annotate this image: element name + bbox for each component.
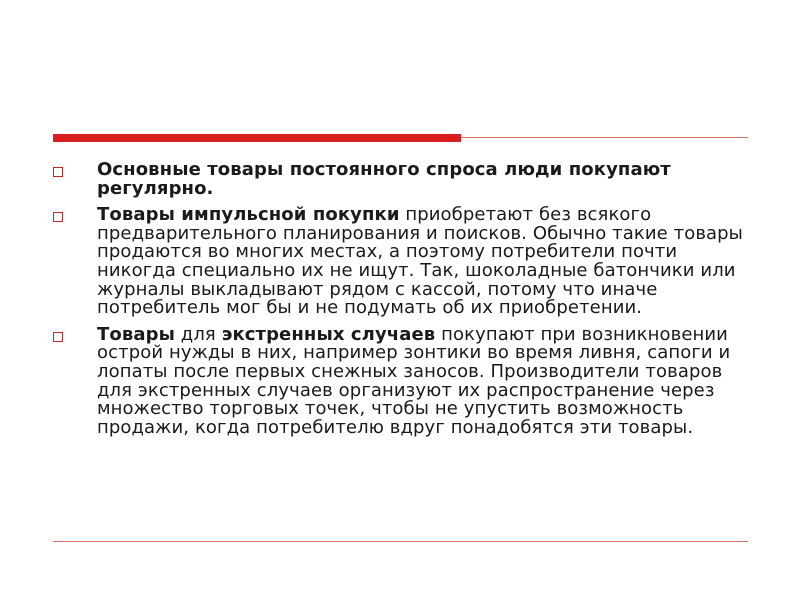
- bullet-text-2: [97, 206, 747, 318]
- top-accent-bar: [53, 134, 461, 142]
- square-bullet-icon: [53, 332, 63, 342]
- bold-text: Товары импульсной покупки: [97, 204, 400, 226]
- bullet-text-3: [97, 323, 747, 438]
- body-text: покупают при возникновении острой нужды в них, например зонтики во время ливня, сапоги и лопаты после первых снежных заносов. Производители товаров для экстренных случаев организуют их распространение через множество торговых точек, чтобы не упустить возможность продажи, когда потребителю вдруг понадобятся эти товары.: [97, 323, 731, 438]
- square-bullet-icon: [53, 212, 63, 222]
- bullet-item-3: [53, 323, 753, 438]
- body-text: для: [174, 323, 222, 345]
- bottom-divider: [53, 541, 748, 542]
- bullet-item-2: [53, 206, 753, 318]
- slide-content: [53, 161, 753, 445]
- bullet-text-1: [97, 161, 747, 198]
- square-bullet-icon: [53, 167, 63, 177]
- bullet-item-1: [53, 161, 753, 198]
- bold-text: Основные товары постоянного спроса люди покупают регулярно.: [97, 159, 671, 199]
- body-text: приобретают без всякого предварительного планирования и поисков. Обычно такие товары продаются во многих местах, а поэтому потребители почти никогда специально их не ищут. Так, шоколадные батончики или журналы выкладывают рядом с кассой, потому что иначе потребитель мог бы и не подумать об их приобретении.: [97, 204, 743, 319]
- bold-text: Товары: [97, 323, 175, 345]
- bold-text: экстренных случаев: [221, 323, 436, 345]
